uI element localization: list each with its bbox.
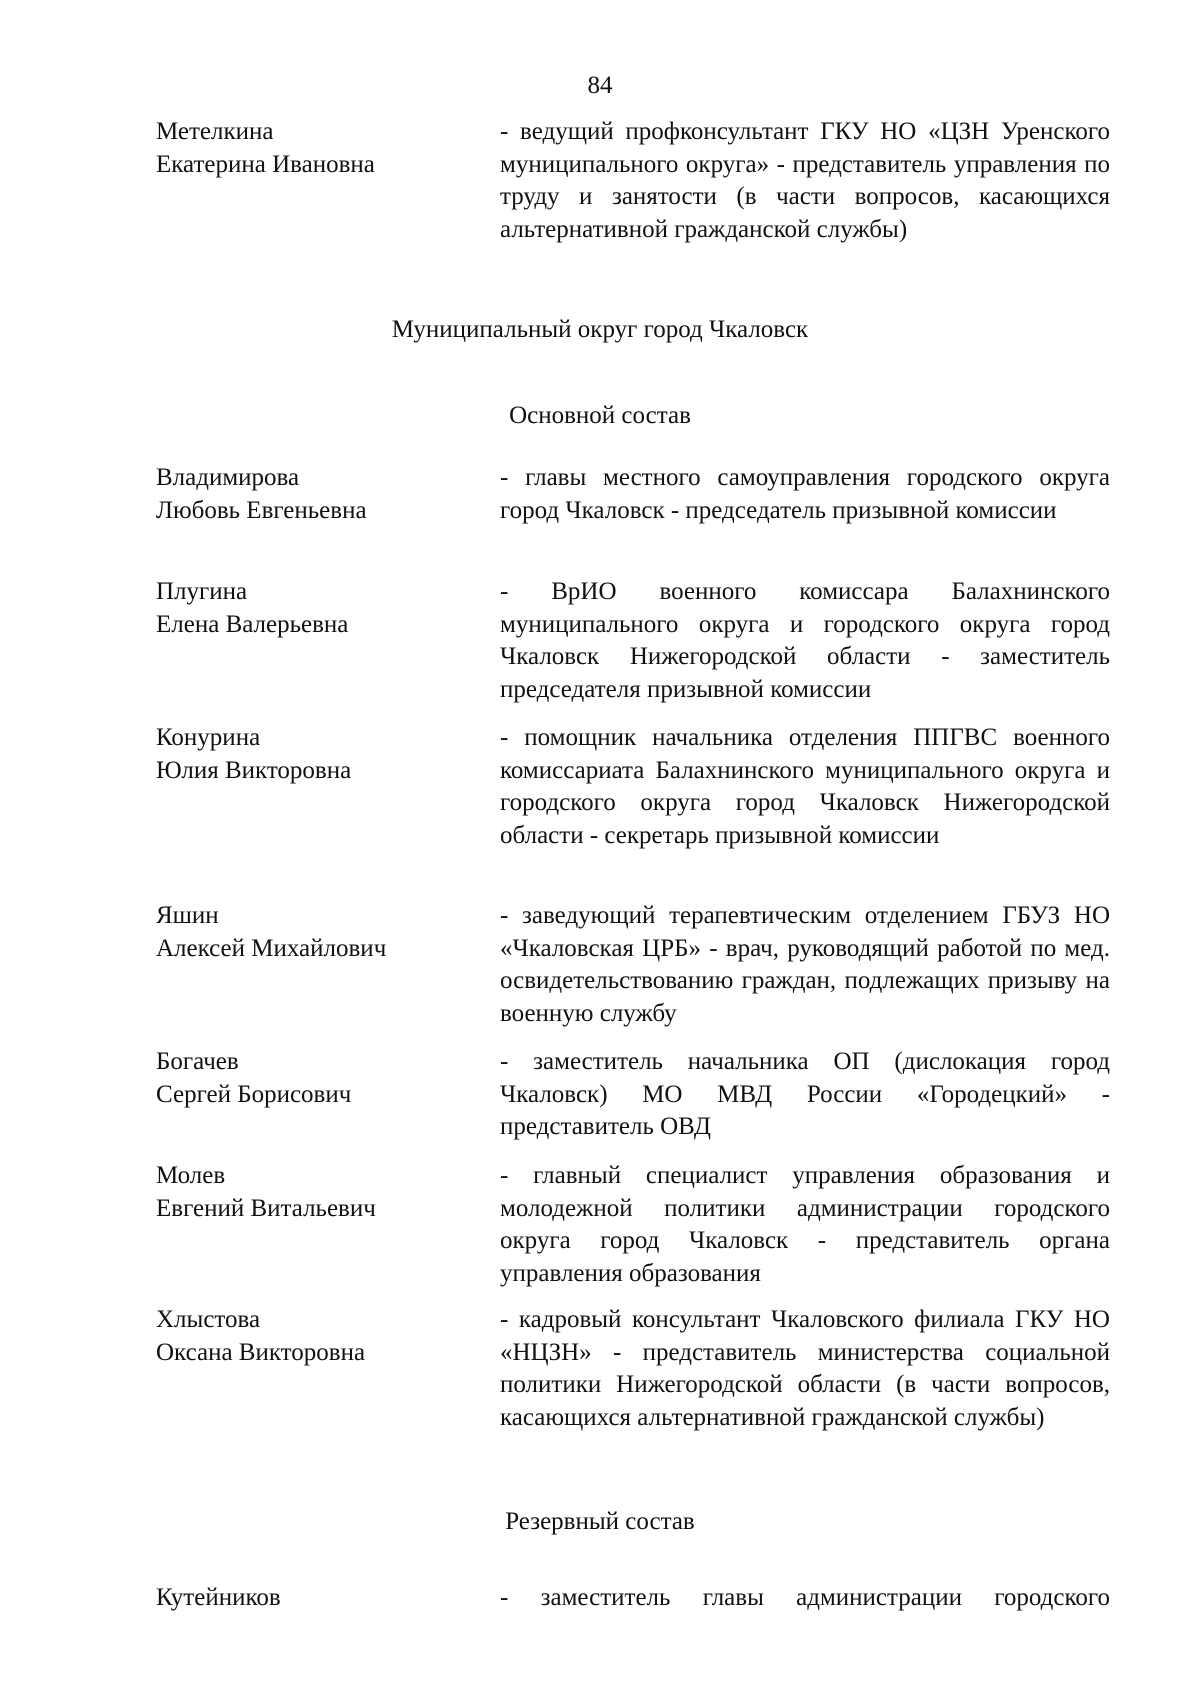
member-surname: Владимирова (156, 464, 300, 491)
member-surname: Плугина (156, 578, 248, 605)
main-composition-heading: Основной состав (509, 402, 691, 429)
member-given-name: Алексей Михайлович (156, 934, 387, 962)
member-role: - ведущий профконсультант ГКУ НО «ЦЗН Уренского муниципального округа» - представитель управления по труду и занятости (в части вопросов, касающихся альтернативной гражданской службы) (500, 118, 1110, 243)
member-surname: Кутейников (156, 1584, 281, 1611)
member-name (156, 576, 486, 641)
member-role: - заместитель главы администрации городского (500, 1584, 1110, 1611)
member-surname: Метелкина (156, 118, 274, 145)
member-name (156, 1304, 486, 1369)
member-surname: Конурина (156, 724, 261, 751)
member-role: - заведующий терапевтическим отделением ГБУЗ НО «Чкаловская ЦРБ» - врач, руководящий работой по мед. освидетельствованию граждан, подлежащих призыву на военную службу (500, 902, 1110, 1027)
member-role: - ВрИО военного комиссара Балахнинского муниципального округа и городского округа город Чкаловск Нижегородской области - заместитель председателя призывной комиссии (500, 578, 1110, 703)
member-surname: Молев (156, 1162, 226, 1189)
member-surname: Хлыстова (156, 1306, 261, 1333)
member-surname: Богачев (156, 1048, 239, 1075)
member-name (156, 1160, 486, 1225)
member-role: - главный специалист управления образования и молодежной политики администрации городского округа город Чкаловск - представитель органа управления образования (500, 1162, 1110, 1287)
member-role: - помощник начальника отделения ППГВС военного комиссариата Балахнинского муниципального округа и городского округа город Чкаловск Нижегородской области - секретарь призывной комиссии (500, 724, 1110, 849)
member-name (156, 462, 486, 527)
member-given-name: Юлия Викторовна (156, 756, 352, 784)
member-name (156, 722, 486, 787)
member-surname: Яшин (156, 902, 219, 929)
member-role: - кадровый консультант Чкаловского филиала ГКУ НО «НЦЗН» - представитель министерства социальной политики Нижегородской области (в части вопросов, касающихся альтернативной гражданской службы) (500, 1306, 1110, 1431)
member-given-name: Любовь Евгеньевна (156, 496, 367, 524)
member-name (156, 1582, 486, 1615)
member-given-name: Екатерина Ивановна (156, 150, 375, 178)
member-given-name: Евгений Витальевич (156, 1194, 376, 1222)
member-role: - главы местного самоуправления городского округа город Чкаловск - председатель призывной комиссии (500, 464, 1110, 524)
member-name (156, 1046, 486, 1111)
member-role: - заместитель начальника ОП (дислокация город Чкаловск) МО МВД России «Городецкий» - представитель ОВД (500, 1048, 1110, 1140)
member-given-name: Елена Валерьевна (156, 610, 349, 638)
member-given-name: Сергей Борисович (156, 1080, 352, 1108)
section-title: Муниципальный округ город Чкаловск (391, 316, 809, 343)
member-name (156, 116, 486, 181)
reserve-composition-heading: Резервный состав (505, 1508, 695, 1535)
member-given-name: Оксана Викторовна (156, 1338, 366, 1366)
page-number: 84 (587, 72, 613, 99)
member-name (156, 900, 486, 965)
